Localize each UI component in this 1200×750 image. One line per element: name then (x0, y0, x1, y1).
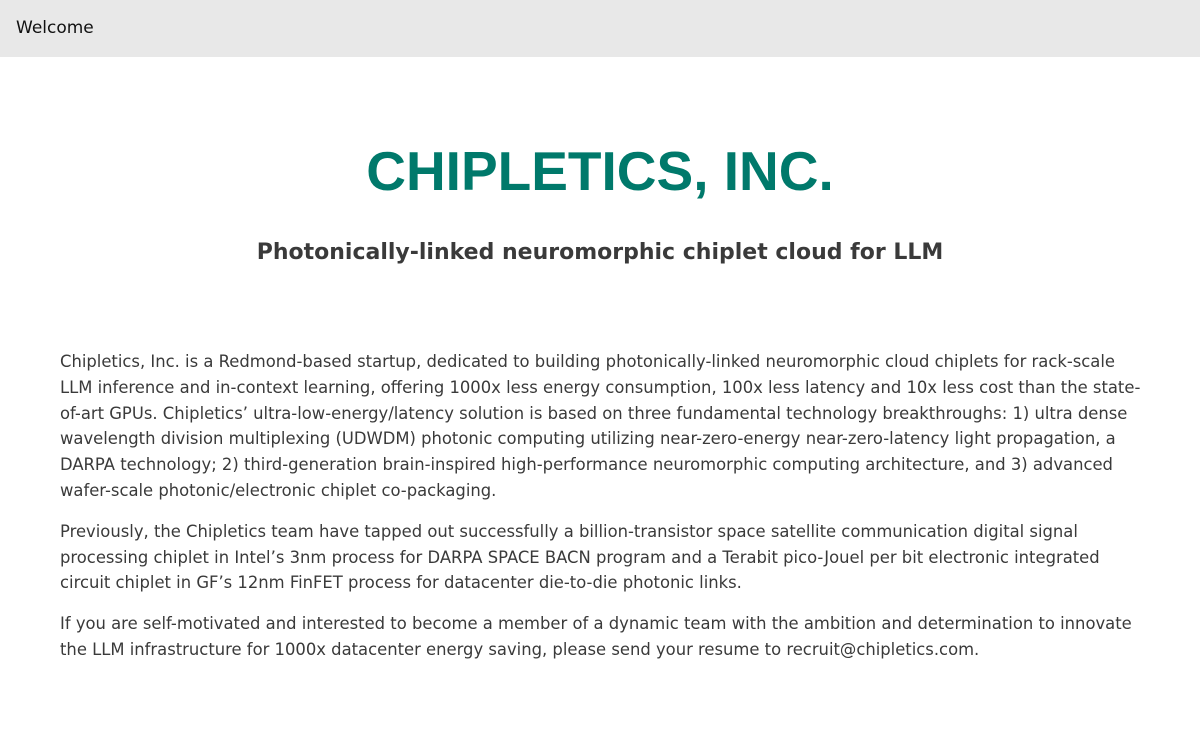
main-content (60, 349, 1150, 678)
paragraph-history: Previously, the Chipletics team have tapped out successfully a billion-transistor space satellite communication digital signal processing chiplet in Intel’s 3nm process for DARPA SPACE BACN program and a Terabit pico-Jouel per bit electronic integrated circuit chiplet in GF’s 12nm FinFET process for datacenter die-to-die photonic links. (60, 521, 1100, 593)
top-bar (0, 0, 1200, 57)
company-name: CHIPLETICS, INC. (366, 140, 834, 202)
paragraph-recruit: If you are self-motivated and interested to become a member of a dynamic team with the ambition and determination to innovate the LLM infrastructure for 1000x datacenter energy saving, please send your resume to recruit@chipletics.com. (60, 614, 1132, 659)
tagline: Photonically-linked neuromorphic chiplet cloud for LLM (256, 240, 944, 265)
paragraph-intro: Chipletics, Inc. is a Redmond-based startup, dedicated to building photonically-linked neuromorphic cloud chiplets for rack-scale LLM inference and in-context learning, offering 1000x less energy consumption, 100x less latency and 10x less cost than the state-of-art GPUs. Chipletics’ ultra-low-energy/latency solution is based on three fundamental technology breakthroughs: 1) ultra dense wavelength division multiplexing (UDWDM) photonic computing utilizing near-zero-energy near-zero-latency light propagation, a DARPA technology; 2) third-generation brain-inspired high-performance neuromorphic computing architecture, and 3) advanced wafer-scale photonic/electronic chiplet co-packaging. (60, 352, 1141, 500)
welcome-link[interactable]: Welcome (16, 18, 94, 38)
